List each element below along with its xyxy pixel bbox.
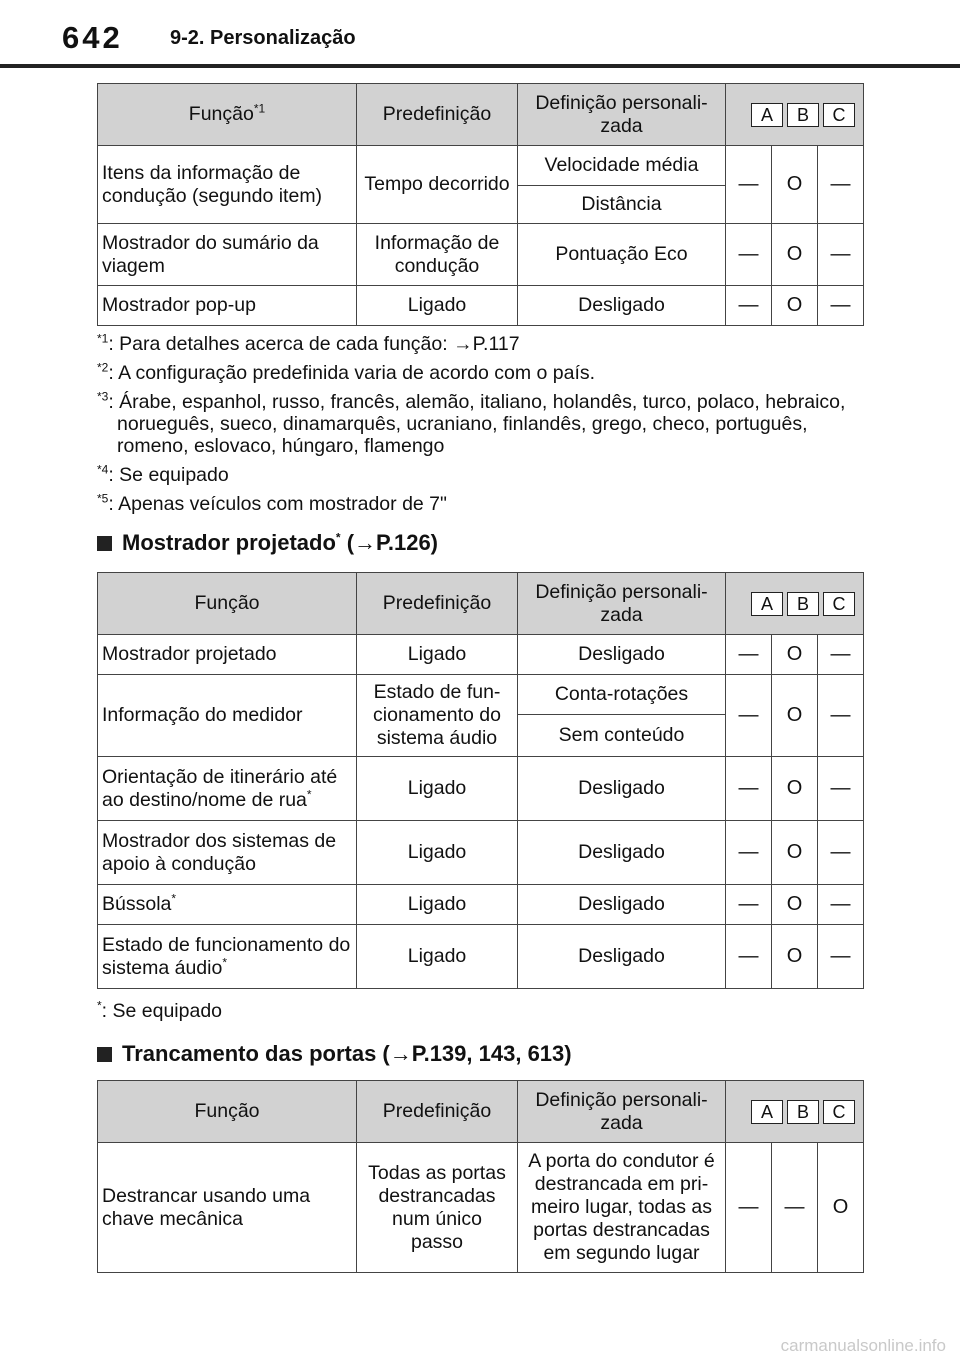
cell-a: —	[726, 885, 772, 925]
footnote: $^{*5}$: Apenas veículos com mostrador de 7"	[97, 491, 447, 515]
table-row	[98, 1143, 864, 1273]
label-c: C	[823, 592, 855, 616]
settings-table-3	[97, 1080, 864, 1273]
table-row	[98, 885, 864, 925]
col-header-abc	[726, 573, 864, 635]
cell-c: —	[818, 224, 864, 286]
label-b: B	[787, 1100, 819, 1124]
col-header-predefinicao: Predefinição	[357, 84, 518, 146]
label-c: C	[823, 103, 855, 127]
cell-funcao: Mostrador do sumário da viagem	[98, 224, 357, 286]
cell-funcao: Mostrador projetado	[98, 635, 357, 675]
cell-c: —	[818, 635, 864, 675]
settings-table-2	[97, 572, 864, 989]
cell-b: O	[772, 146, 818, 224]
section-title: 9-2. Personalização	[170, 27, 356, 49]
table-row	[98, 224, 864, 286]
cell-c: O	[818, 1143, 864, 1273]
table-row	[98, 821, 864, 885]
col-header-funcao: Função	[98, 1081, 357, 1143]
cell-funcao: Orientação de itinerário até ao destino/nome de rua*	[98, 757, 357, 821]
header-rule	[0, 64, 960, 68]
cell-a: —	[726, 675, 772, 757]
table-row	[98, 925, 864, 989]
heading-mostrador-projetado: Mostrador projetado* (→P.126)	[97, 530, 438, 556]
cell-predefinicao: Ligado	[357, 885, 518, 925]
cell-c: —	[818, 757, 864, 821]
cell-funcao: Destrancar usando uma chave mecânica	[98, 1143, 357, 1273]
cell-predefinicao: Ligado	[357, 821, 518, 885]
label-a: A	[751, 103, 783, 127]
cell-a: —	[726, 757, 772, 821]
cell-c: —	[818, 821, 864, 885]
cell-a: —	[726, 1143, 772, 1273]
cell-funcao: Mostrador pop-up	[98, 286, 357, 326]
col-header-predefinicao: Predefinição	[357, 1081, 518, 1143]
cell-a: —	[726, 821, 772, 885]
label-a: A	[751, 1100, 783, 1124]
cell-definicao: Desligado	[518, 821, 726, 885]
cell-c: —	[818, 146, 864, 224]
cell-b: O	[772, 286, 818, 326]
cell-a: —	[726, 286, 772, 326]
table-row	[98, 635, 864, 675]
cell-definicao: Desligado	[518, 925, 726, 989]
cell-funcao: Bússola*	[98, 885, 357, 925]
cell-b: O	[772, 675, 818, 757]
cell-predefinicao: Ligado	[357, 635, 518, 675]
cell-funcao: Mostrador dos sistemas de apoio à condução	[98, 821, 357, 885]
cell-b: —	[772, 1143, 818, 1273]
cell-definicao: Velocidade média	[518, 146, 726, 186]
footnote: $^{*4}$: Se equipado	[97, 462, 229, 486]
label-b: B	[787, 592, 819, 616]
label-a: A	[751, 592, 783, 616]
cell-c: —	[818, 286, 864, 326]
col-header-definicao: Definição personali- zada	[518, 84, 726, 146]
col-header-abc	[726, 1081, 864, 1143]
cell-b: O	[772, 885, 818, 925]
footnote: $^{*3}$: Árabe, espanhol, russo, francês, alemão, italiano, holandês, turco, polaco, hebraico, norueguês, sueco, dinamarquês, ucraniano, finlandês, grego, checo, português, romeno, eslovaco, húngaro, flamengo	[97, 389, 846, 457]
col-header-definicao: Definição personali- zada	[518, 1081, 726, 1143]
cell-b: O	[772, 757, 818, 821]
cell-predefinicao: Ligado	[357, 286, 518, 326]
cell-definicao: Conta-rotações	[518, 675, 726, 715]
cell-funcao: Estado de funcionamento do sistema áudio*	[98, 925, 357, 989]
col-header-definicao: Definição personali- zada	[518, 573, 726, 635]
table-row	[98, 286, 864, 326]
cell-definicao: A porta do condutor é destrancada em pri- meiro lugar, todas as portas destrancadas em segundo lugar	[518, 1143, 726, 1273]
heading-trancamento-portas: Trancamento das portas (→P.139, 143, 613)	[97, 1041, 572, 1067]
cell-a: —	[726, 146, 772, 224]
cell-predefinicao: Tempo decorrido	[357, 146, 518, 224]
table-header-row	[98, 1081, 864, 1143]
cell-funcao: Itens da informação de condução (segundo item)	[98, 146, 357, 224]
square-bullet-icon	[97, 1047, 112, 1062]
table-row	[98, 146, 864, 186]
square-bullet-icon	[97, 536, 112, 551]
cell-predefinicao: Todas as portas destrancadas num único passo	[357, 1143, 518, 1273]
footnote: $^{*2}$: A configuração predefinida varia de acordo com o país.	[97, 360, 596, 384]
cell-predefinicao: Ligado	[357, 757, 518, 821]
watermark: carmanualsonline.info	[780, 1336, 946, 1355]
cell-funcao: Informação do medidor	[98, 675, 357, 757]
col-header-funcao: Função$^{*1}$	[98, 84, 357, 146]
cell-definicao: Distância	[518, 186, 726, 224]
cell-c: —	[818, 885, 864, 925]
cell-definicao: Desligado	[518, 885, 726, 925]
cell-a: —	[726, 224, 772, 286]
cell-b: O	[772, 925, 818, 989]
table-row	[98, 757, 864, 821]
col-header-abc	[726, 84, 864, 146]
cell-definicao: Desligado	[518, 757, 726, 821]
label-b: B	[787, 103, 819, 127]
cell-a: —	[726, 925, 772, 989]
settings-table-1	[97, 83, 864, 326]
col-header-funcao: Função	[98, 573, 357, 635]
cell-b: O	[772, 224, 818, 286]
cell-definicao: Desligado	[518, 635, 726, 675]
cell-definicao: Pontuação Eco	[518, 224, 726, 286]
cell-predefinicao: Estado de fun- cionamento do sistema áudio	[357, 675, 518, 757]
cell-predefinicao: Ligado	[357, 925, 518, 989]
footnotes-2	[97, 1000, 877, 1029]
footnote: *: Se equipado	[97, 998, 223, 1022]
cell-definicao: Desligado	[518, 286, 726, 326]
table-row	[98, 675, 864, 715]
footnote: $^{*1}$: Para detalhes acerca de cada função: →P.117	[97, 331, 520, 355]
col-header-predefinicao: Predefinição	[357, 573, 518, 635]
page-header	[0, 0, 960, 70]
cell-b: O	[772, 635, 818, 675]
label-c: C	[823, 1100, 855, 1124]
table-header-row	[98, 573, 864, 635]
page-number: 642	[62, 20, 123, 55]
cell-a: —	[726, 635, 772, 675]
cell-c: —	[818, 925, 864, 989]
footnotes-1	[97, 333, 877, 522]
cell-definicao: Sem conteúdo	[518, 715, 726, 757]
cell-c: —	[818, 675, 864, 757]
cell-predefinicao: Informação de condução	[357, 224, 518, 286]
cell-b: O	[772, 821, 818, 885]
table-header-row	[98, 84, 864, 146]
